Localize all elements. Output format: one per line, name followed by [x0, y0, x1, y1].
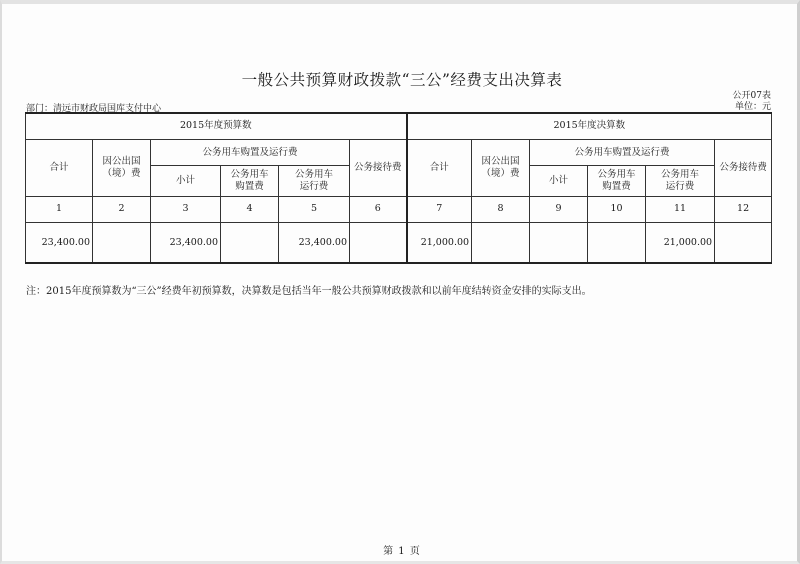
final-subtotal-header: 小计 — [530, 166, 588, 196]
data-cell — [715, 222, 772, 263]
index-cell: 5 — [279, 196, 350, 222]
final-purchase-line1: 公务用车 — [597, 169, 636, 180]
final-purchase-line2: 购置费 — [602, 180, 631, 192]
budget-purchase-header — [221, 166, 279, 196]
index-cell: 6 — [350, 196, 407, 222]
budget-operation-line2: 运行费 — [299, 180, 329, 192]
budget-operation-line1: 公务用车 — [294, 169, 333, 180]
data-cell: 21,000.00 — [407, 222, 472, 263]
final-purchase-header — [588, 166, 646, 196]
page-title: 一般公共预算财政拨款“三公”经费支出决算表 — [241, 71, 563, 89]
index-cell: 3 — [151, 196, 221, 222]
budget-abroad-line1: 因公出国 — [102, 155, 141, 167]
index-cell: 11 — [646, 196, 715, 222]
budget-reception-header: 公务接待费 — [350, 139, 407, 196]
final-abroad-header — [472, 139, 530, 196]
index-cell: 1 — [26, 196, 93, 222]
budget-purchase-line2: 购置费 — [235, 180, 264, 192]
unit-label: 单位：元 — [734, 102, 771, 112]
final-operation-line1: 公务用车 — [661, 169, 700, 180]
table-note: 注：2015年度预算数为“三公”经费年初预算数，决算数是包括当年一般公共预算财政拨款和以前年度结转资金安排的实际支出。 — [26, 286, 592, 297]
data-cell — [93, 222, 151, 263]
final-operation-header — [646, 166, 715, 196]
final-operation-line2: 运行费 — [665, 180, 695, 192]
index-cell: 4 — [221, 196, 279, 222]
index-cell: 2 — [93, 196, 151, 222]
data-cell — [350, 222, 407, 263]
final-total-header: 合计 — [407, 139, 472, 196]
budget-abroad-line2: （境）费 — [102, 167, 141, 179]
data-cell: 23,400.00 — [26, 222, 93, 263]
index-cell: 12 — [715, 196, 772, 222]
final-abroad-line1: 因公出国 — [481, 155, 520, 167]
data-cell: 23,400.00 — [279, 222, 350, 263]
page-number: 第 1 页 — [383, 546, 421, 557]
final-abroad-line2: （境）费 — [481, 167, 520, 179]
index-cell: 7 — [407, 196, 472, 222]
department-label: 部门：清远市财政局国库支付中心 — [26, 104, 162, 114]
data-cell — [588, 222, 646, 263]
header-row-1 — [26, 139, 772, 165]
budget-purchase-line1: 公务用车 — [230, 169, 269, 180]
data-cell: 21,000.00 — [646, 222, 715, 263]
index-cell: 9 — [530, 196, 588, 222]
group-header-row — [26, 113, 772, 139]
budget-abroad-header — [93, 139, 151, 196]
budget-subtotal-header: 小计 — [151, 166, 221, 196]
form-number: 公开07表 — [732, 91, 771, 101]
budget-group-header: 2015年度预算数 — [26, 113, 407, 139]
expenditure-table — [25, 112, 772, 264]
final-vehicle-group-header: 公务用车购置及运行费 — [530, 139, 715, 165]
budget-vehicle-group-header: 公务用车购置及运行费 — [151, 139, 350, 165]
index-cell: 8 — [472, 196, 530, 222]
index-row — [26, 196, 772, 222]
budget-total-header: 合计 — [26, 139, 93, 196]
data-cell — [221, 222, 279, 263]
data-cell — [530, 222, 588, 263]
index-cell: 10 — [588, 196, 646, 222]
final-reception-header: 公务接待费 — [715, 139, 772, 196]
data-row — [26, 222, 772, 263]
data-cell — [472, 222, 530, 263]
data-cell: 23,400.00 — [151, 222, 221, 263]
budget-operation-header — [279, 166, 350, 196]
final-group-header: 2015年度决算数 — [407, 113, 772, 139]
